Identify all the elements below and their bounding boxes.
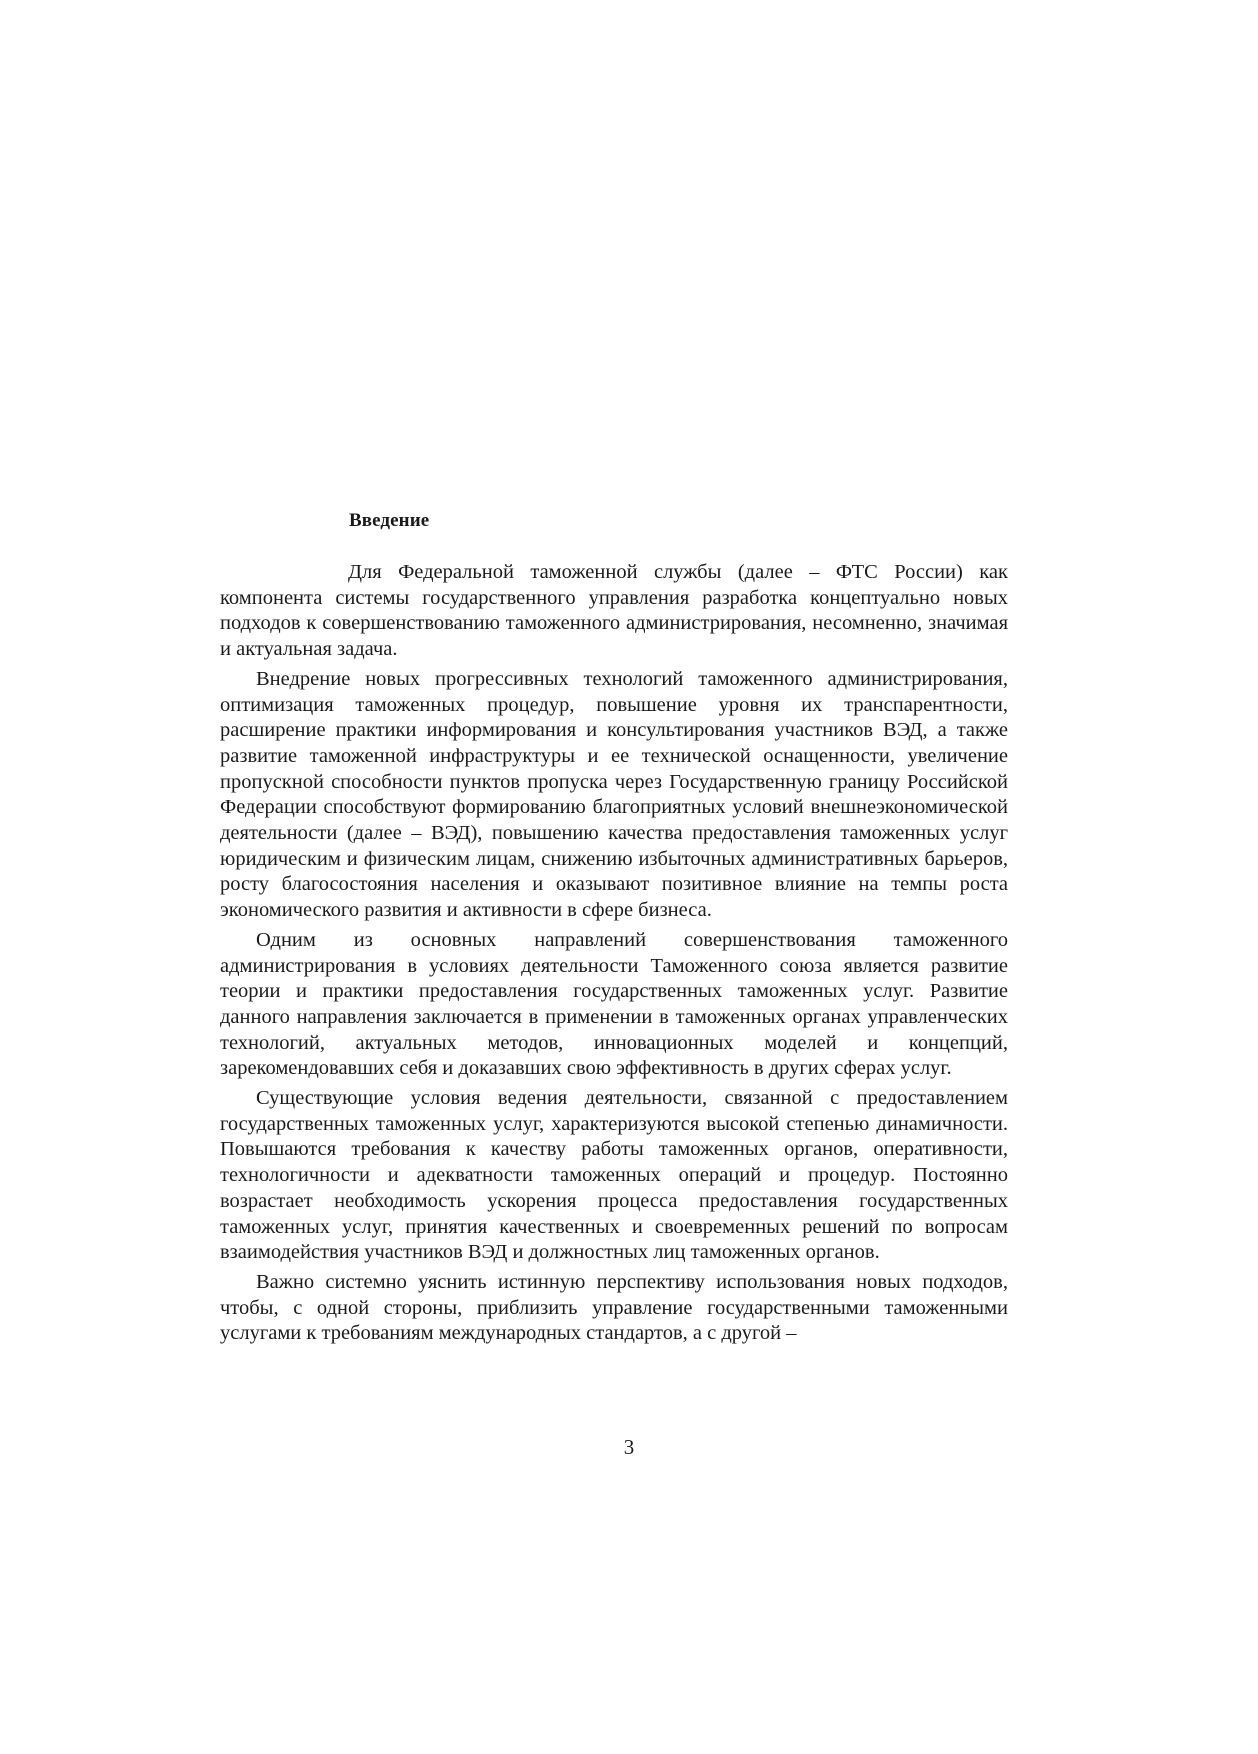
body-text: [220, 560, 1008, 1347]
paragraph-4: Существующие условия ведения деятельности, связанной с предоставлением государственных таможенных услуг, характеризуются высокой степенью динамичности. Повышаются требования к качеству работы таможенных органов, оперативности, технологичности и адекватности таможенных операций и процедур. Постоянно возрастает необходимость ускорения процесса предоставления государственных таможенных услуг, принятия качественных и своевременных решений по вопросам взаимодействия участников ВЭД и должностных лиц таможенных органов.: [220, 1087, 1008, 1264]
section-heading: Введение: [349, 510, 430, 531]
paragraph-2: Внедрение новых прогрессивных технологий таможенного администрирования, оптимизация таможенных процедур, повышение уровня их транспарентности, расширение практики информирования и консультирования участников ВЭД, а также развитие таможенной инфраструктуры и ее технической оснащенности, увеличение пропускной способности пунктов пропуска через Государственную границу Российской Федерации способствуют формированию благоприятных условий внешнеэкономической деятельности (далее – ВЭД), повышению качества предоставления таможенных услуг юридическим и физическим лицам, снижению избыточных административных барьеров, росту благосостояния населения и оказывают позитивное влияние на темпы роста экономического развития и активности в сфере бизнеса.: [220, 667, 1008, 922]
page-number: 3: [623, 1435, 635, 1459]
paragraph-3: Одним из основных направлений совершенствования таможенного администрирования в условиях деятельности Таможенного союза является развитие теории и практики предоставления государственных таможенных услуг. Развитие данного направления заключается в применении в таможенных органах управленческих технологий, актуальных методов, инновационных моделей и концепций, зарекомендовавших себя и доказавших свою эффективность в других сферах услуг.: [220, 928, 1008, 1080]
paragraph-1: Для Федеральной таможенной службы (далее – ФТС России) как компонента системы государственного управления разработка концептуально новых подходов к совершенствованию таможенного администрирования, несомненно, значимая и актуальная задача.: [220, 561, 1008, 661]
paragraph-5: Важно системно уяснить истинную перспективу использования новых подходов, чтобы, с одной стороны, приблизить управление государственными таможенными услугами к требованиям международных стандартов, а с другой –: [220, 1270, 1008, 1345]
